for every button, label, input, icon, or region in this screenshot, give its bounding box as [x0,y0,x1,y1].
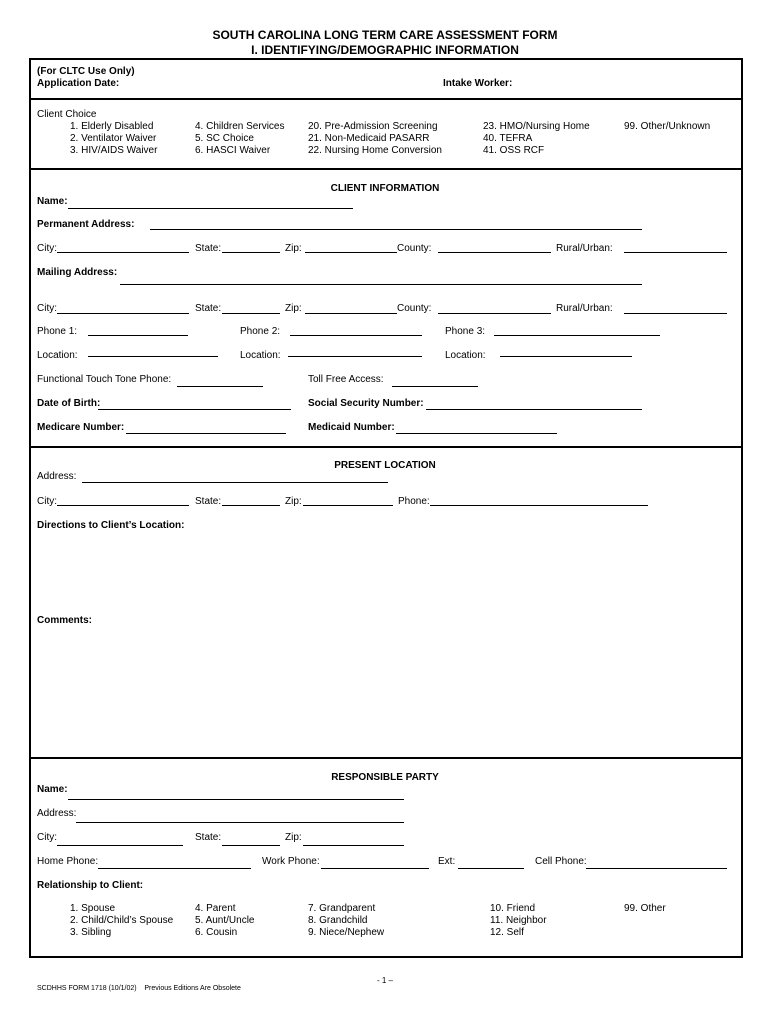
dob-field[interactable] [98,409,291,410]
phone-1-field[interactable] [88,335,188,336]
application-date-label: Application Date: [37,78,120,89]
pl-zip-field[interactable] [303,505,393,506]
state-label: State: [195,243,222,254]
ssn-label: Social Security Number: [308,398,424,409]
pl-phone-field[interactable] [430,505,648,506]
directions-label: Directions to Client’s Location: [37,520,185,531]
state-field[interactable] [222,252,280,253]
rp-ext-field[interactable] [458,868,524,869]
pl-zip-label: Zip: [285,496,302,507]
county-label: County: [397,303,432,314]
client-choice-col-3 [308,121,442,157]
rp-work-phone-label: Work Phone: [262,856,320,867]
location-3-field[interactable] [500,356,632,357]
relationship-col-5 [624,903,666,915]
rp-name-label: Name: [37,784,68,795]
relationship-option[interactable]: 7. Grandparent [308,903,376,914]
relationship-option[interactable]: 5. Aunt/Uncle [195,915,255,926]
client-choice-option[interactable]: 3. HIV/AIDS Waiver [70,145,158,156]
county-field[interactable] [438,252,551,253]
client-name-label: Name: [37,196,68,207]
rp-city-label: City: [37,832,57,843]
location-2-label: Location: [240,350,281,361]
comments-area[interactable] [37,630,727,750]
phone-2-label: Phone 2: [240,326,281,337]
divider [29,168,743,170]
touch-tone-label: Functional Touch Tone Phone: [37,374,172,385]
rp-name-field[interactable] [68,799,404,800]
rural-urban-field[interactable] [624,252,727,253]
responsible-party-heading: RESPONSIBLE PARTY [331,772,439,783]
cltc-use-box [29,58,743,100]
relationship-option[interactable]: 12. Self [490,927,524,938]
location-3-label: Location: [445,350,486,361]
relationship-option[interactable]: 99. Other [624,903,666,914]
obsolete-note: Previous Editions Are Obsolete [144,985,241,992]
location-2-field[interactable] [288,356,422,357]
pl-city-field[interactable] [57,505,189,506]
mailing-address-field[interactable] [120,284,642,285]
client-choice-option[interactable]: 99. Other/Unknown [624,121,711,132]
relationship-col-1 [70,903,173,939]
location-1-label: Location: [37,350,78,361]
phone-1-label: Phone 1: [37,326,78,337]
client-choice-option[interactable]: 22. Nursing Home Conversion [308,145,442,156]
city-label: City: [37,243,57,254]
rp-city-field[interactable] [57,845,183,846]
present-location-heading: PRESENT LOCATION [334,460,436,471]
rp-state-label: State: [195,832,222,843]
relationship-option[interactable]: 6. Cousin [195,927,238,938]
pl-state-field[interactable] [222,505,280,506]
county-label: County: [397,243,432,254]
comments-label: Comments: [37,615,93,626]
client-choice-label: Client Choice [37,109,97,120]
ssn-field[interactable] [426,409,642,410]
client-choice-option[interactable]: 1. Elderly Disabled [70,121,154,132]
zip-field[interactable] [305,252,397,253]
form-number [37,985,241,992]
state-label: State: [195,303,222,314]
client-choice-option[interactable]: 23. HMO/Nursing Home [483,121,590,132]
rp-home-phone-field[interactable] [98,868,251,869]
client-choice-option[interactable]: 41. OSS RCF [483,145,545,156]
rp-home-phone-label: Home Phone: [37,856,99,867]
relationship-col-4 [490,903,547,939]
rp-address-field[interactable] [76,822,404,823]
rural-urban-label: Rural/Urban: [556,243,613,254]
relationship-col-2 [195,903,254,939]
permanent-address-label: Permanent Address: [37,219,135,230]
pl-address-field[interactable] [82,482,388,483]
client-choice-option[interactable]: 6. HASCI Waiver [195,145,271,156]
pl-state-label: State: [195,496,222,507]
medicaid-field[interactable] [396,433,557,434]
toll-free-field[interactable] [392,386,478,387]
client-choice-col-4 [483,121,590,157]
intake-worker-label: Intake Worker: [443,78,513,89]
relationship-option[interactable]: 3. Sibling [70,927,112,938]
rp-work-phone-field[interactable] [321,868,429,869]
relationship-option[interactable]: 1. Spouse [70,903,116,914]
state-field[interactable] [222,313,280,314]
mailing-address-label: Mailing Address: [37,267,118,278]
relationship-option[interactable]: 9. Niece/Nephew [308,927,385,938]
client-choice-col-5 [624,121,710,133]
zip-label: Zip: [285,303,302,314]
medicare-label: Medicare Number: [37,422,125,433]
toll-free-label: Toll Free Access: [308,374,384,385]
rp-address-label: Address: [37,808,77,819]
client-choice-option[interactable]: 2. Ventilator Waiver [70,133,157,144]
city-field[interactable] [57,252,189,253]
phone-3-field[interactable] [494,335,660,336]
phone-3-label: Phone 3: [445,326,486,337]
relationship-option[interactable]: 2. Child/Child’s Spouse [70,915,174,926]
rp-cell-phone-field[interactable] [586,868,727,869]
client-choice-option[interactable]: 4. Children Services [195,121,285,132]
rp-cell-phone-label: Cell Phone: [535,856,587,867]
relationship-option[interactable]: 11. Neighbor [490,915,547,926]
dob-label: Date of Birth: [37,398,101,409]
client-choice-option[interactable]: 5. SC Choice [195,133,254,144]
relationship-col-3 [308,903,384,939]
client-choice-col-1 [70,121,157,157]
location-1-field[interactable] [88,356,218,357]
directions-area[interactable] [37,535,727,605]
relationship-label: Relationship to Client: [37,880,144,891]
divider [29,446,743,448]
rp-ext-label: Ext: [438,856,456,867]
rp-zip-label: Zip: [285,832,302,843]
client-choice-option[interactable]: 20. Pre-Admission Screening [308,121,438,132]
city-label: City: [37,303,57,314]
client-information-heading: CLIENT INFORMATION [330,183,440,194]
relationship-option[interactable]: 10. Friend [490,903,536,914]
permanent-address-field[interactable] [150,229,642,230]
rural-urban-field[interactable] [624,313,727,314]
pl-phone-label: Phone: [398,496,430,507]
cltc-use-only-label: (For CLTC Use Only) [37,66,135,77]
client-choice-option[interactable]: 40. TEFRA [483,133,533,144]
touch-tone-field[interactable] [177,386,263,387]
client-name-field[interactable] [68,208,353,209]
zip-field[interactable] [305,313,397,314]
rp-state-field[interactable] [222,845,280,846]
city-field[interactable] [57,313,189,314]
client-choice-col-2 [195,121,284,157]
phone-2-field[interactable] [290,335,422,336]
section-title: I. IDENTIFYING/DEMOGRAPHIC INFORMATION [251,43,519,57]
medicaid-label: Medicaid Number: [308,422,395,433]
zip-label: Zip: [285,243,302,254]
medicare-field[interactable] [126,433,286,434]
page-number: - 1 – [376,976,393,985]
rp-zip-field[interactable] [303,845,404,846]
relationship-option[interactable]: 4. Parent [195,903,236,914]
pl-address-label: Address: [37,471,77,482]
client-choice-option[interactable]: 21. Non-Medicaid PASARR [308,133,430,144]
pl-city-label: City: [37,496,57,507]
form-id: SCDHHS FORM 1718 (10/1/02) [37,985,137,992]
rural-urban-label: Rural/Urban: [556,303,613,314]
relationship-option[interactable]: 8. Grandchild [308,915,368,926]
form-title: SOUTH CAROLINA LONG TERM CARE ASSESSMENT FORM [212,28,558,42]
divider [29,757,743,759]
county-field[interactable] [438,313,551,314]
